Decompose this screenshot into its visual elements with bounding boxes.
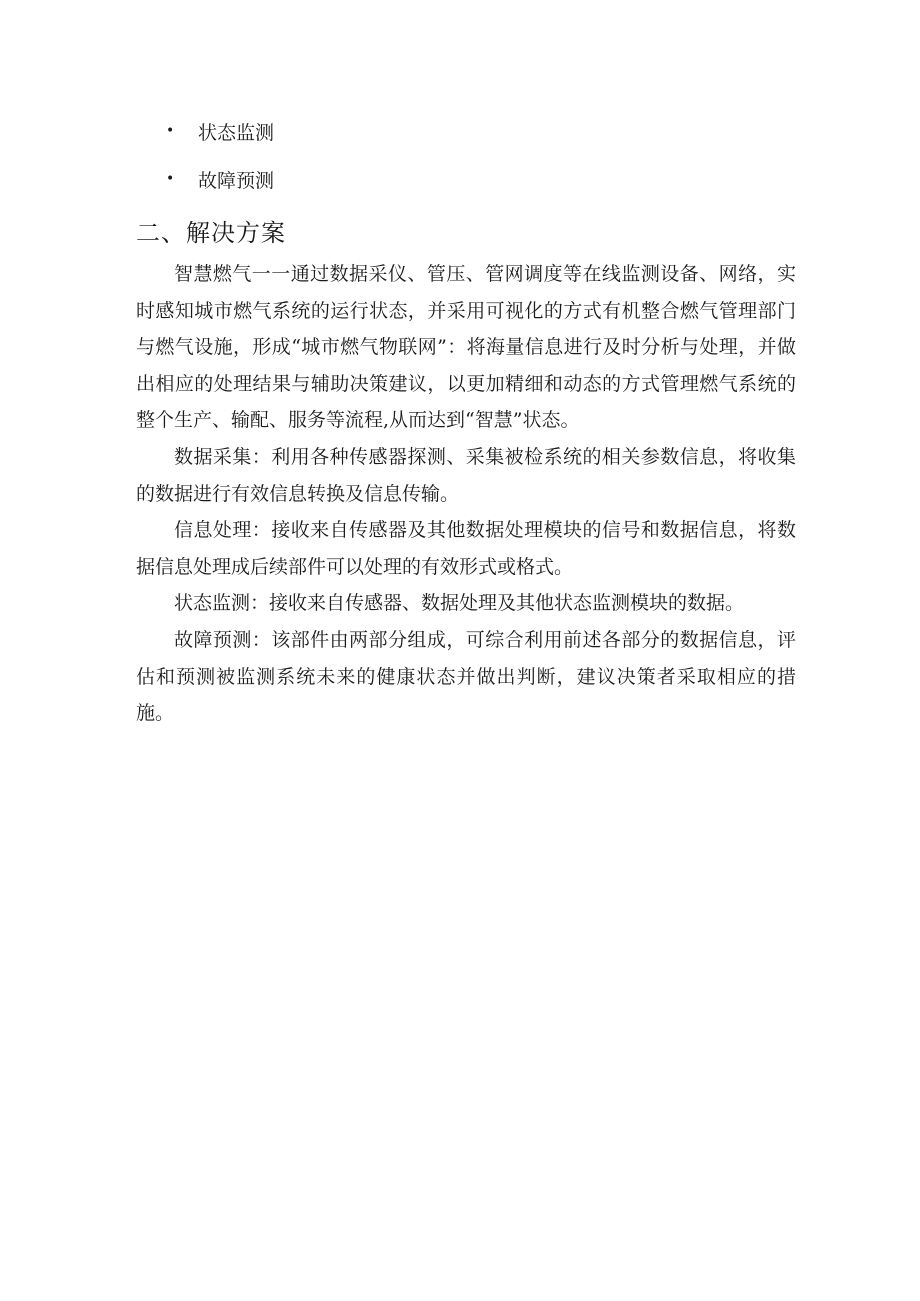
bullet-item-status-monitoring [166,116,274,146]
bullet-dot: • [166,123,175,139]
paragraph-information-processing: 信息处理：接收来自传感器及其他数据处理模块的信号和数据信息，将数据信息处理成后续部件可以处理的有效形式或格式。 [136,519,796,578]
paragraph-status-monitoring: 状态监测：接收来自传感器、数据处理及其他状态监测模块的数据。 [174,592,745,615]
paragraph-fault-prediction: 故障预测：该部件由两部分组成，可综合利用前述各部分的数据信息，评估和预测被监测系统未来的健康状态并做出判断，建议决策者采取相应的措施。 [136,628,796,725]
paragraph-data-collection: 数据采集：利用各种传感器探测、采集被检系统的相关参数信息，将收集的数据进行有效信息转换及信息传输。 [136,445,796,505]
bullet-text: 状态监测 [198,121,275,144]
body-text [136,256,796,732]
bullet-dot: • [166,171,175,187]
bullet-text: 故障预测 [198,169,275,192]
bullet-item-fault-prediction [166,164,274,194]
section-heading: 二、解决方案 [136,219,286,247]
paragraph-smart-gas: 智慧燃气一一通过数据采仪、管压、管网调度等在线监测设备、网络，实时感知城市燃气系统的运行状态，并采用可视化的方式有机整合燃气管理部门与燃气设施，形成“城市燃气物联网”：将海量信息进行及时分析与处理，并做出相应的处理结果与辅助决策建议，以更加精细和动态的方式管理燃气系统的整个生产、输配、服务等流程,从而达到“智慧”状态。 [136,263,796,432]
bullet-list [166,116,274,212]
